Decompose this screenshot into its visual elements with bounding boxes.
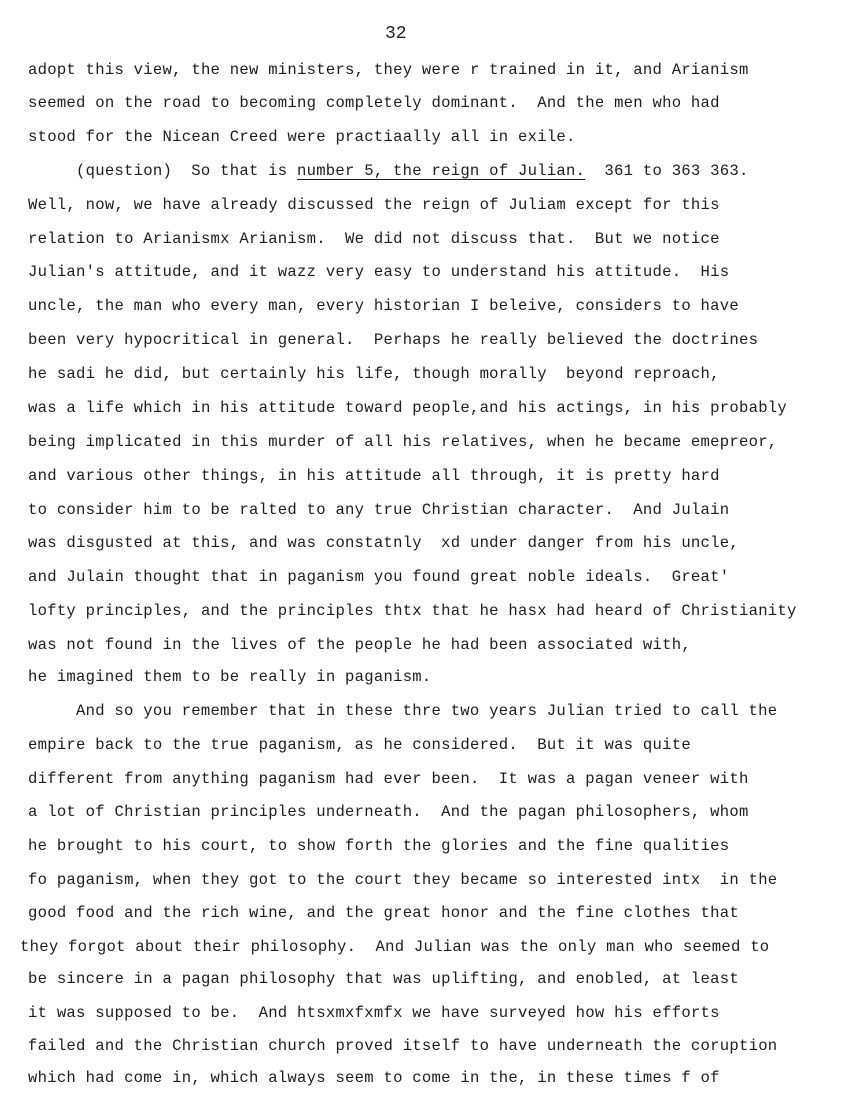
text-line: lofty principles, and the principles thtx that he hasx had heard of Christianity xyxy=(28,602,797,620)
text-line: and various other things, in his attitude all through, it is pretty hard xyxy=(28,467,720,485)
line-segment: (question) So that is xyxy=(76,162,297,180)
text-line: Well, now, we have already discussed the reign of Juliam except for this xyxy=(28,196,720,214)
text-line: uncle, the man who every man, every historian I beleive, considers to have xyxy=(28,297,739,315)
text-line: failed and the Christian church proved itself to have underneath the coruption xyxy=(28,1037,778,1055)
page-number: 32 xyxy=(385,24,407,44)
text-line: he brought to his court, to show forth the glories and the fine qualities xyxy=(28,837,730,855)
text-line: adopt this view, the new ministers, they were r trained in it, and Arianism xyxy=(28,61,749,79)
text-line: they forgot about their philosophy. And Julian was the only man who seemed to xyxy=(20,938,770,956)
text-line: seemed on the road to becoming completely dominant. And the men who had xyxy=(28,94,720,112)
text-line: which had come in, which always seem to come in the, in these times f of xyxy=(28,1069,720,1087)
text-line: been very hypocritical in general. Perhaps he really believed the doctrines xyxy=(28,331,759,349)
text-line: relation to Arianismx Arianism. We did not discuss that. But we notice xyxy=(28,230,720,248)
text-line: and Julain thought that in paganism you found great noble ideals. Great' xyxy=(28,568,730,586)
text-line: empire back to the true paganism, as he considered. But it was quite xyxy=(28,736,691,754)
line-segment: 361 to 363 363. xyxy=(585,162,749,180)
text-line: stood for the Nicean Creed were practiaally all in exile. xyxy=(28,128,576,146)
text-line xyxy=(76,161,749,181)
text-line: different from anything paganism had ever been. It was a pagan veneer with xyxy=(28,770,749,788)
text-line: being implicated in this murder of all his relatives, when he became emepreor, xyxy=(28,433,778,451)
underlined-heading: number 5, the reign of Julian. xyxy=(296,162,586,180)
text-line: it was supposed to be. And htsxmxfxmfx we have surveyed how his efforts xyxy=(28,1004,720,1022)
text-line: And so you remember that in these thre two years Julian tried to call the xyxy=(76,702,778,720)
text-line: he sadi he did, but certainly his life, though morally beyond reproach, xyxy=(28,365,720,383)
text-line: good food and the rich wine, and the great honor and the fine clothes that xyxy=(28,904,739,922)
text-line: to consider him to be ralted to any true Christian character. And Julain xyxy=(28,501,730,519)
text-line: he imagined them to be really in paganism. xyxy=(28,668,432,686)
text-line: was disgusted at this, and was constatnly xd under danger from his uncle, xyxy=(28,534,739,552)
text-line: be sincere in a pagan philosophy that was uplifting, and enobled, at least xyxy=(28,970,739,988)
text-line: was not found in the lives of the people he had been associated with, xyxy=(28,636,691,654)
text-line: was a life which in his attitude toward people,and his actings, in his probably xyxy=(28,399,788,417)
text-line: fo paganism, when they got to the court they became so interested intx in the xyxy=(28,871,778,889)
text-line: a lot of Christian principles underneath. And the pagan philosophers, whom xyxy=(28,803,749,821)
text-line: Julian's attitude, and it wazz very easy to understand his attitude. His xyxy=(28,263,730,281)
